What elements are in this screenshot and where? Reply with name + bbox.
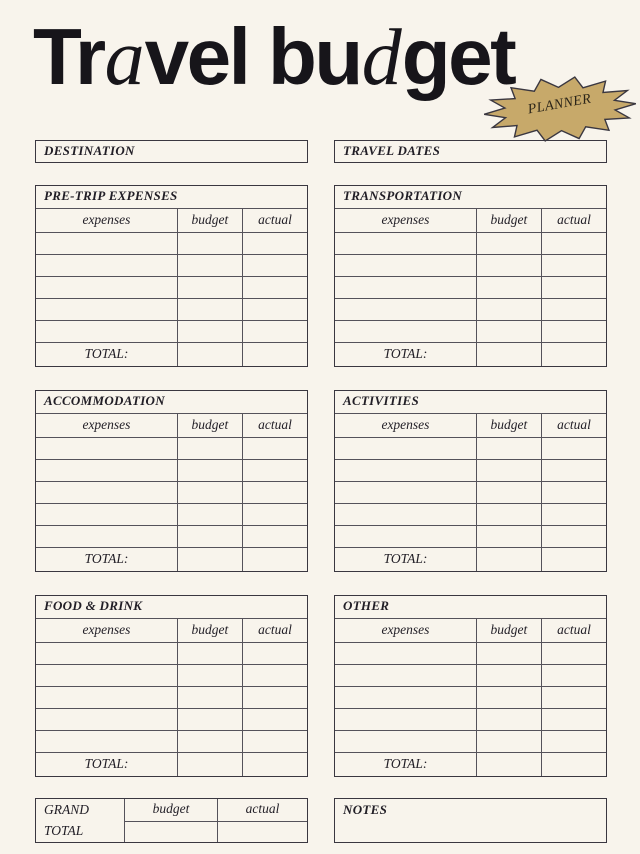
pre-trip-expenses-table bbox=[35, 185, 308, 367]
expenses-column-header: expenses bbox=[381, 212, 430, 227]
actual-cell[interactable] bbox=[541, 321, 606, 342]
expense-cell[interactable] bbox=[335, 665, 476, 686]
budget-column-header: budget bbox=[476, 414, 541, 437]
total-label: TOTAL: bbox=[84, 756, 129, 771]
budget-cell[interactable] bbox=[476, 482, 541, 503]
actual-cell[interactable] bbox=[541, 255, 606, 276]
table-row bbox=[335, 708, 606, 730]
actual-cell[interactable] bbox=[242, 321, 307, 342]
expense-cell[interactable] bbox=[335, 255, 476, 276]
expense-cell[interactable] bbox=[335, 438, 476, 459]
total-row bbox=[36, 342, 307, 366]
budget-column-header: budget bbox=[177, 619, 242, 642]
actual-cell[interactable] bbox=[242, 277, 307, 298]
table-row bbox=[335, 320, 606, 342]
table-row bbox=[36, 481, 307, 503]
actual-cell[interactable] bbox=[242, 643, 307, 664]
total-actual-cell[interactable] bbox=[541, 548, 606, 571]
actual-cell[interactable] bbox=[242, 709, 307, 730]
budget-cell[interactable] bbox=[177, 482, 242, 503]
total-label: TOTAL: bbox=[383, 346, 428, 361]
table-row bbox=[335, 481, 606, 503]
table-header-row bbox=[36, 413, 307, 437]
budget-cell[interactable] bbox=[177, 321, 242, 342]
budget-cell[interactable] bbox=[177, 504, 242, 525]
total-row bbox=[335, 752, 606, 776]
actual-column-header: actual bbox=[217, 799, 307, 821]
budget-cell[interactable] bbox=[476, 321, 541, 342]
actual-cell[interactable] bbox=[242, 438, 307, 459]
budget-cell[interactable] bbox=[476, 504, 541, 525]
actual-cell[interactable] bbox=[541, 504, 606, 525]
total-row bbox=[335, 342, 606, 366]
total-budget-cell[interactable] bbox=[177, 343, 242, 366]
table-row bbox=[335, 459, 606, 481]
grand-total-header-row bbox=[125, 799, 307, 821]
travel-dates-label: TRAVEL DATES bbox=[343, 143, 441, 158]
budget-cell[interactable] bbox=[476, 277, 541, 298]
budget-cell[interactable] bbox=[177, 526, 242, 547]
page-title-segment: vel bu bbox=[144, 12, 361, 101]
other-table bbox=[334, 595, 607, 777]
actual-column-header: actual bbox=[242, 414, 307, 437]
page-title-segment: get bbox=[401, 12, 515, 101]
expense-cell[interactable] bbox=[335, 321, 476, 342]
expense-cell[interactable] bbox=[335, 709, 476, 730]
actual-cell[interactable] bbox=[242, 482, 307, 503]
table-row bbox=[36, 708, 307, 730]
notes-label: NOTES bbox=[343, 802, 388, 817]
expenses-column-header: expenses bbox=[381, 417, 430, 432]
table-row bbox=[36, 437, 307, 459]
total-budget-cell[interactable] bbox=[476, 548, 541, 571]
total-row bbox=[36, 752, 307, 776]
budget-cell[interactable] bbox=[177, 709, 242, 730]
budget-cell[interactable] bbox=[177, 665, 242, 686]
table-row bbox=[335, 686, 606, 708]
expense-cell[interactable] bbox=[335, 277, 476, 298]
actual-column-header: actual bbox=[541, 414, 606, 437]
section-title: FOOD & DRINK bbox=[44, 598, 143, 613]
table-header-row bbox=[335, 208, 606, 232]
table-row bbox=[36, 232, 307, 254]
budget-column-header: budget bbox=[476, 209, 541, 232]
table-row bbox=[36, 298, 307, 320]
expense-cell[interactable] bbox=[36, 482, 177, 503]
section-title: PRE-TRIP EXPENSES bbox=[44, 188, 178, 203]
grand-total-label-line2: TOTAL bbox=[44, 823, 84, 838]
table-row bbox=[36, 276, 307, 298]
budget-cell[interactable] bbox=[476, 299, 541, 320]
budget-cell[interactable] bbox=[476, 233, 541, 254]
table-row bbox=[335, 276, 606, 298]
table-row bbox=[36, 525, 307, 547]
total-budget-cell[interactable] bbox=[476, 753, 541, 776]
grand-actual-cell[interactable] bbox=[217, 822, 307, 842]
expense-cell[interactable] bbox=[335, 299, 476, 320]
expense-cell[interactable] bbox=[36, 504, 177, 525]
actual-column-header: actual bbox=[242, 619, 307, 642]
table-row bbox=[36, 664, 307, 686]
budget-cell[interactable] bbox=[177, 731, 242, 752]
destination-field[interactable] bbox=[35, 140, 308, 163]
notes-field[interactable] bbox=[334, 798, 607, 843]
actual-cell[interactable] bbox=[242, 526, 307, 547]
budget-cell[interactable] bbox=[476, 255, 541, 276]
table-row bbox=[36, 459, 307, 481]
expenses-column-header: expenses bbox=[381, 622, 430, 637]
total-label: TOTAL: bbox=[383, 756, 428, 771]
budget-cell[interactable] bbox=[177, 438, 242, 459]
page-title-segment: d bbox=[361, 14, 401, 102]
actual-cell[interactable] bbox=[541, 643, 606, 664]
planner-badge bbox=[479, 70, 640, 149]
actual-cell[interactable] bbox=[242, 687, 307, 708]
actual-cell[interactable] bbox=[541, 299, 606, 320]
expenses-column-header: expenses bbox=[82, 622, 131, 637]
table-row bbox=[335, 437, 606, 459]
budget-cell[interactable] bbox=[476, 643, 541, 664]
table-header-row bbox=[36, 618, 307, 642]
expense-cell[interactable] bbox=[36, 687, 177, 708]
budget-cell[interactable] bbox=[177, 643, 242, 664]
total-budget-cell[interactable] bbox=[476, 343, 541, 366]
grand-total-label bbox=[36, 799, 124, 842]
budget-cell[interactable] bbox=[476, 460, 541, 481]
total-budget-cell[interactable] bbox=[177, 753, 242, 776]
activities-table bbox=[334, 390, 607, 572]
budget-cell[interactable] bbox=[476, 438, 541, 459]
expense-cell[interactable] bbox=[36, 321, 177, 342]
expense-cell[interactable] bbox=[335, 482, 476, 503]
budget-column-header: budget bbox=[177, 209, 242, 232]
actual-cell[interactable] bbox=[541, 277, 606, 298]
section-title: TRANSPORTATION bbox=[343, 188, 463, 203]
expense-cell[interactable] bbox=[335, 643, 476, 664]
expenses-column-header: expenses bbox=[82, 212, 131, 227]
total-row bbox=[335, 547, 606, 571]
table-row bbox=[36, 642, 307, 664]
budget-cell[interactable] bbox=[177, 299, 242, 320]
actual-column-header: actual bbox=[242, 209, 307, 232]
expense-cell[interactable] bbox=[335, 526, 476, 547]
grand-total-columns bbox=[124, 799, 307, 842]
table-row bbox=[335, 642, 606, 664]
planner-badge-label: PLANNER bbox=[526, 91, 593, 118]
table-row bbox=[335, 664, 606, 686]
section-title: ACTIVITIES bbox=[343, 393, 419, 408]
table-row bbox=[36, 503, 307, 525]
table-header-row bbox=[36, 208, 307, 232]
page-title-segment: a bbox=[104, 14, 144, 102]
budget-cell[interactable] bbox=[476, 709, 541, 730]
expense-cell[interactable] bbox=[36, 643, 177, 664]
expense-cell[interactable] bbox=[36, 277, 177, 298]
page-title-segment: Tr bbox=[33, 12, 104, 101]
section-title: ACCOMMODATION bbox=[44, 393, 165, 408]
page-title bbox=[33, 12, 515, 102]
table-header-row bbox=[335, 618, 606, 642]
actual-cell[interactable] bbox=[242, 255, 307, 276]
table-row bbox=[335, 254, 606, 276]
actual-cell[interactable] bbox=[242, 665, 307, 686]
budget-cell[interactable] bbox=[177, 255, 242, 276]
actual-cell[interactable] bbox=[541, 687, 606, 708]
table-row bbox=[36, 320, 307, 342]
food-drink-table bbox=[35, 595, 308, 777]
total-actual-cell[interactable] bbox=[242, 753, 307, 776]
actual-cell[interactable] bbox=[541, 460, 606, 481]
total-actual-cell[interactable] bbox=[242, 548, 307, 571]
expense-cell[interactable] bbox=[335, 460, 476, 481]
expense-cell[interactable] bbox=[335, 233, 476, 254]
expense-cell[interactable] bbox=[36, 255, 177, 276]
expense-cell[interactable] bbox=[335, 687, 476, 708]
total-actual-cell[interactable] bbox=[541, 343, 606, 366]
actual-cell[interactable] bbox=[242, 299, 307, 320]
grand-total-value-row bbox=[125, 821, 307, 842]
total-budget-cell[interactable] bbox=[177, 548, 242, 571]
table-row bbox=[36, 686, 307, 708]
budget-cell[interactable] bbox=[476, 731, 541, 752]
actual-cell[interactable] bbox=[242, 460, 307, 481]
expenses-column-header: expenses bbox=[82, 417, 131, 432]
total-actual-cell[interactable] bbox=[242, 343, 307, 366]
expense-cell[interactable] bbox=[36, 299, 177, 320]
table-row bbox=[335, 730, 606, 752]
actual-column-header: actual bbox=[541, 209, 606, 232]
grand-total-label-line1: GRAND bbox=[44, 802, 89, 817]
table-row bbox=[335, 298, 606, 320]
actual-cell[interactable] bbox=[541, 233, 606, 254]
expense-cell[interactable] bbox=[36, 665, 177, 686]
expense-cell[interactable] bbox=[36, 460, 177, 481]
total-row bbox=[36, 547, 307, 571]
actual-cell[interactable] bbox=[541, 526, 606, 547]
total-label: TOTAL: bbox=[84, 346, 129, 361]
actual-cell[interactable] bbox=[541, 731, 606, 752]
actual-cell[interactable] bbox=[242, 504, 307, 525]
total-actual-cell[interactable] bbox=[541, 753, 606, 776]
budget-cell[interactable] bbox=[476, 526, 541, 547]
expense-cell[interactable] bbox=[36, 526, 177, 547]
actual-cell[interactable] bbox=[541, 709, 606, 730]
table-header-row bbox=[335, 413, 606, 437]
budget-column-header: budget bbox=[476, 619, 541, 642]
total-label: TOTAL: bbox=[84, 551, 129, 566]
actual-cell[interactable] bbox=[541, 482, 606, 503]
expense-cell[interactable] bbox=[335, 731, 476, 752]
transportation-table bbox=[334, 185, 607, 367]
actual-cell[interactable] bbox=[541, 438, 606, 459]
destination-label: DESTINATION bbox=[44, 143, 135, 158]
table-row bbox=[335, 503, 606, 525]
budget-cell[interactable] bbox=[476, 687, 541, 708]
expense-cell[interactable] bbox=[335, 504, 476, 525]
expense-cell[interactable] bbox=[36, 233, 177, 254]
budget-cell[interactable] bbox=[177, 277, 242, 298]
actual-cell[interactable] bbox=[541, 665, 606, 686]
expense-cell[interactable] bbox=[36, 438, 177, 459]
grand-total-table bbox=[35, 798, 308, 843]
budget-cell[interactable] bbox=[177, 233, 242, 254]
table-row bbox=[36, 254, 307, 276]
expense-cell[interactable] bbox=[36, 709, 177, 730]
section-title: OTHER bbox=[343, 598, 390, 613]
table-row bbox=[36, 730, 307, 752]
budget-column-header: budget bbox=[177, 414, 242, 437]
actual-cell[interactable] bbox=[242, 233, 307, 254]
travel-dates-field[interactable] bbox=[334, 140, 607, 163]
grand-budget-cell[interactable] bbox=[125, 822, 217, 842]
accommodation-table bbox=[35, 390, 308, 572]
total-label: TOTAL: bbox=[383, 551, 428, 566]
actual-cell[interactable] bbox=[242, 731, 307, 752]
budget-column-header: budget bbox=[152, 801, 190, 816]
table-row bbox=[335, 232, 606, 254]
expense-cell[interactable] bbox=[36, 731, 177, 752]
budget-cell[interactable] bbox=[177, 460, 242, 481]
budget-cell[interactable] bbox=[177, 687, 242, 708]
actual-column-header: actual bbox=[541, 619, 606, 642]
budget-cell[interactable] bbox=[476, 665, 541, 686]
table-row bbox=[335, 525, 606, 547]
